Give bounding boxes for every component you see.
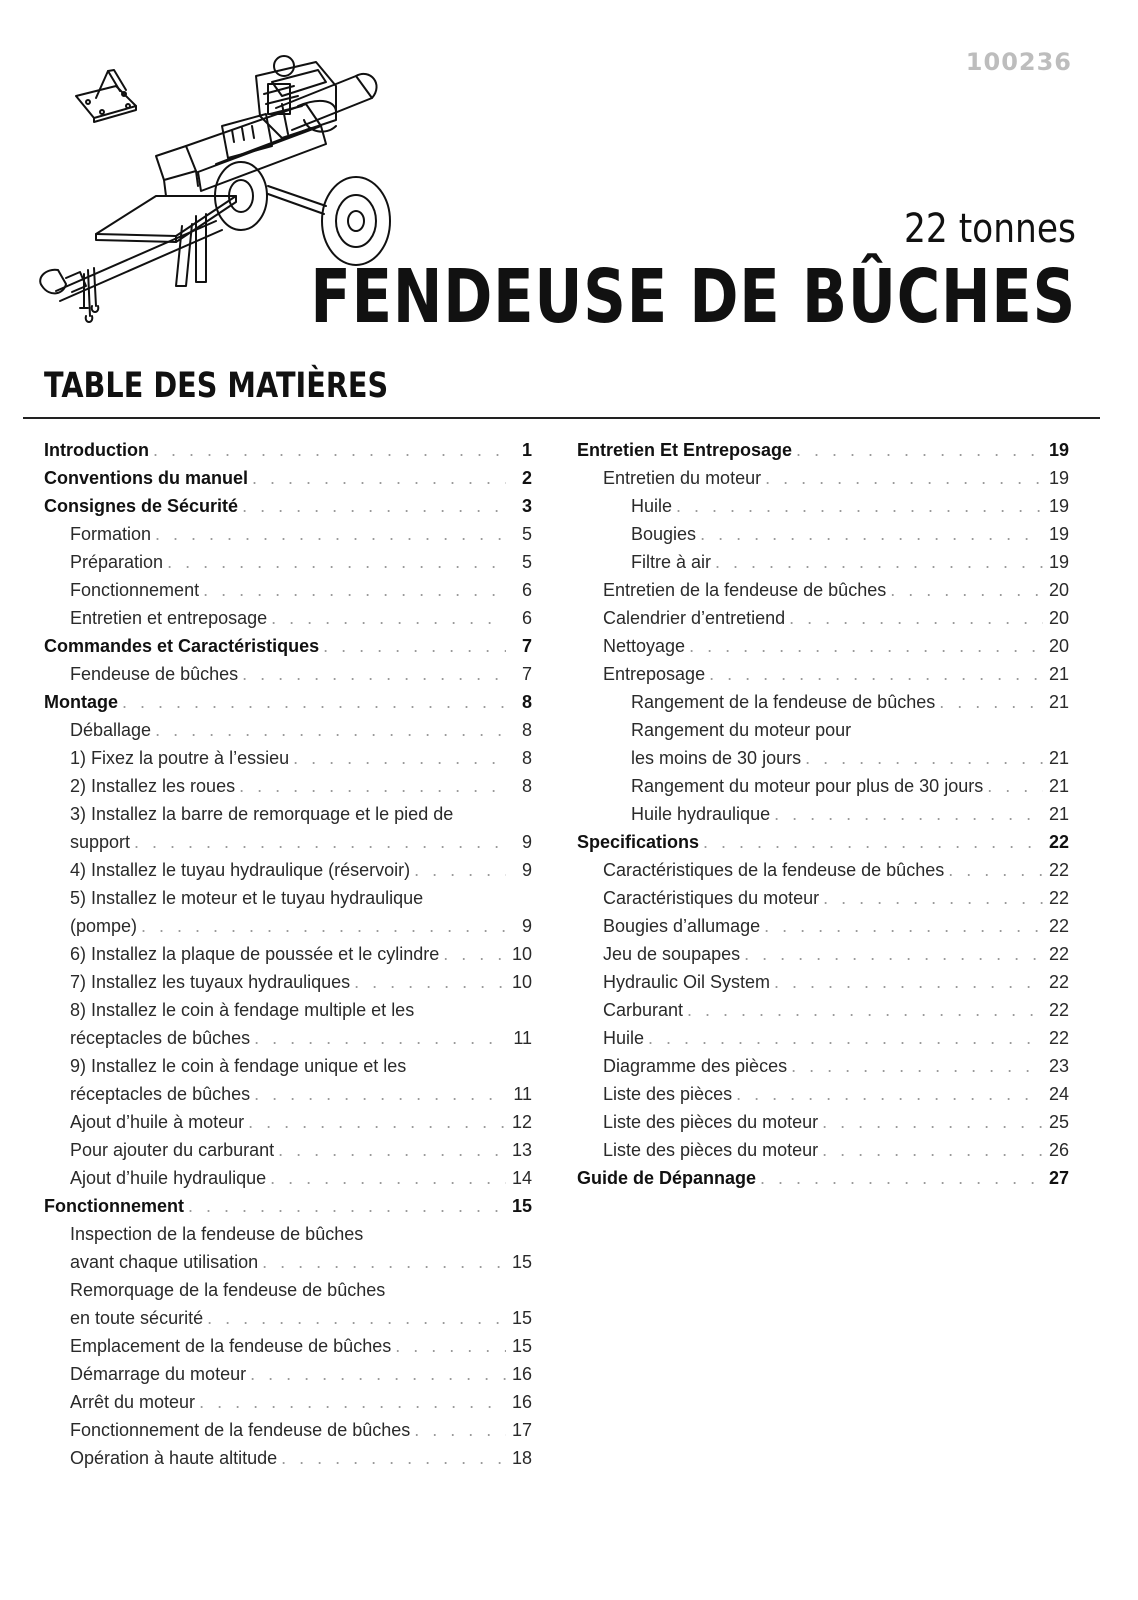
toc-entry-label: réceptacles de bûches [70, 1028, 251, 1048]
toc-entry[interactable] [44, 1332, 532, 1360]
toc-dot-leader [323, 632, 506, 660]
toc-entry-label: Montage [44, 692, 118, 712]
toc-entry-page: 13 [511, 1140, 532, 1160]
toc-entry-label: 5) Installez le moteur et le tuyau hydraulique [70, 888, 424, 908]
toc-entry-label: Filtre à air [631, 552, 712, 572]
toc-entry-page: 19 [1048, 468, 1069, 488]
toc-dot-leader [248, 1108, 506, 1136]
toc-entry-label: Diagramme des pièces [603, 1056, 788, 1076]
toc-dot-leader [293, 744, 506, 772]
toc-entry-page: 22 [1048, 944, 1069, 964]
toc-entry-label: réceptacles de bûches [70, 1084, 251, 1104]
toc-entry-label: Inspection de la fendeuse de bûches [70, 1224, 364, 1244]
toc-entry[interactable] [44, 996, 532, 1024]
toc-entry-page: 24 [1048, 1084, 1069, 1104]
toc-entry-page: 8 [521, 692, 532, 712]
toc-entry[interactable] [577, 1080, 1069, 1108]
toc-entry-label: Opération à haute altitude [70, 1448, 278, 1468]
toc-entry-label: Entretien de la fendeuse de bûches [603, 580, 887, 600]
toc-entry-page: 21 [1048, 692, 1069, 712]
toc-entry-page: 6 [521, 608, 532, 628]
toc-entry[interactable] [44, 604, 532, 632]
toc-entry-page: 10 [511, 972, 532, 992]
toc-entry[interactable] [44, 1360, 532, 1388]
toc-entry-page: 19 [1048, 496, 1069, 516]
toc-entry-label: Ajout d’huile à moteur [70, 1112, 245, 1132]
toc-entry-label: support [70, 832, 131, 852]
toc-entry-page: 15 [511, 1336, 532, 1356]
toc-dot-leader [254, 1080, 506, 1108]
toc-entry[interactable] [44, 1416, 532, 1444]
toc-dot-leader [155, 716, 506, 744]
toc-entry[interactable] [577, 1108, 1069, 1136]
toc-entry-label: Fonctionnement [70, 580, 200, 600]
toc-entry[interactable] [44, 1024, 532, 1052]
toc-entry[interactable] [44, 828, 532, 856]
toc-entry-label: Entretien Et Entreposage [577, 440, 793, 460]
toc-dot-leader [791, 1052, 1043, 1080]
toc-dot-leader [207, 1304, 506, 1332]
toc-entry[interactable] [44, 1444, 532, 1472]
toc-dot-leader [122, 688, 506, 716]
toc-entry-label: 9) Installez le coin à fendage unique et les [70, 1056, 407, 1076]
toc-entry-label: Entretien et entreposage [70, 608, 268, 628]
toc-entry-page: 20 [1048, 580, 1069, 600]
toc-dot-leader [414, 856, 506, 884]
product-subtitle: 22 tonnes [904, 206, 1076, 252]
toc-entry-page: 15 [511, 1308, 532, 1328]
toc-entry-label: 4) Installez le tuyau hydraulique (réservoir) [70, 860, 411, 880]
toc-entry-page: 5 [521, 524, 532, 544]
toc-entry[interactable] [44, 1248, 532, 1276]
toc-entry[interactable] [44, 1388, 532, 1416]
toc-dot-leader [789, 604, 1043, 632]
toc-entry[interactable] [44, 1052, 532, 1080]
toc-dot-leader [715, 548, 1043, 576]
toc-entry[interactable] [577, 1136, 1069, 1164]
toc-entry-page: 16 [511, 1392, 532, 1412]
toc-entry-label: (pompe) [70, 916, 138, 936]
toc-dot-leader [948, 856, 1043, 884]
toc-entry[interactable] [577, 744, 1069, 772]
toc-entry-label: 1) Fixez la poutre à l’essieu [70, 748, 290, 768]
toc-entry-label: Rangement de la fendeuse de bûches [631, 692, 936, 712]
toc-entry-page: 21 [1048, 664, 1069, 684]
toc-dot-leader [354, 968, 506, 996]
toc-entry-label: Introduction [44, 440, 149, 460]
toc-entry-label: 8) Installez le coin à fendage multiple et les [70, 1000, 415, 1020]
toc-entry-page: 18 [511, 1448, 532, 1468]
toc-entry[interactable] [577, 940, 1069, 968]
toc-entry[interactable] [577, 884, 1069, 912]
toc-entry-label: Carburant [603, 1000, 684, 1020]
toc-entry-page: 20 [1048, 636, 1069, 656]
toc-entry[interactable] [577, 1164, 1069, 1192]
toc-entry-label: Fonctionnement de la fendeuse de bûches [70, 1420, 411, 1440]
toc-dot-leader [167, 548, 506, 576]
toc-entry-label: 7) Installez les tuyaux hydrauliques [70, 972, 351, 992]
toc-entry[interactable] [577, 1024, 1069, 1052]
toc-entry[interactable] [44, 940, 532, 968]
toc-dot-leader [262, 1248, 506, 1276]
toc-entry-label: Ajout d’huile hydraulique [70, 1168, 267, 1188]
toc-dot-leader [242, 660, 506, 688]
toc-entry[interactable] [44, 1136, 532, 1164]
toc-dot-leader [155, 520, 506, 548]
toc-dot-leader [676, 492, 1043, 520]
toc-dot-leader [414, 1416, 506, 1444]
toc-entry[interactable] [44, 1108, 532, 1136]
toc-entry-page: 19 [1048, 524, 1069, 544]
toc-dot-leader [689, 632, 1043, 660]
toc-entry-page: 20 [1048, 608, 1069, 628]
toc-dot-leader [709, 660, 1043, 688]
toc-dot-leader [703, 828, 1043, 856]
toc-entry-label: Caractéristiques du moteur [603, 888, 820, 908]
toc-entry-page: 21 [1048, 748, 1069, 768]
toc-entry-page: 15 [511, 1196, 532, 1216]
toc-entry-label: Emplacement de la fendeuse de bûches [70, 1336, 392, 1356]
toc-entry-page: 22 [1048, 888, 1069, 908]
toc-entry-page: 9 [521, 916, 532, 936]
toc-dot-leader [153, 436, 506, 464]
toc-dot-leader [823, 884, 1043, 912]
toc-entry-page: 25 [1048, 1112, 1069, 1132]
toc-entry-page: 10 [511, 944, 532, 964]
toc-dot-leader [134, 828, 506, 856]
toc-entry-label: Préparation [70, 552, 164, 572]
toc-entry-page: 16 [511, 1364, 532, 1384]
toc-dot-leader [203, 576, 506, 604]
toc-dot-leader [736, 1080, 1043, 1108]
toc-entry[interactable] [577, 828, 1069, 856]
toc-entry[interactable] [44, 1164, 532, 1192]
toc-entry[interactable] [44, 856, 532, 884]
toc-entry-label: Formation [70, 524, 152, 544]
toc-entry-label: Remorquage de la fendeuse de bûches [70, 1280, 386, 1300]
toc-entry[interactable] [577, 800, 1069, 828]
toc-entry[interactable] [577, 548, 1069, 576]
toc-entry-label: Rangement du moteur pour plus de 30 jours [631, 776, 984, 796]
toc-entry-page: 14 [511, 1168, 532, 1188]
toc-entry[interactable] [44, 772, 532, 800]
toc-entry[interactable] [44, 744, 532, 772]
toc-entry[interactable] [577, 576, 1069, 604]
toc-entry-page: 3 [521, 496, 532, 516]
toc-dot-leader [443, 940, 506, 968]
toc-dot-leader [250, 1360, 506, 1388]
toc-entry-label: 3) Installez la barre de remorquage et le pied de [70, 804, 454, 824]
toc-entry-page: 1 [521, 440, 532, 460]
toc-entry-page: 8 [521, 748, 532, 768]
toc-entry-page: 22 [1048, 1000, 1069, 1020]
toc-entry[interactable] [577, 436, 1069, 464]
toc-dot-leader [822, 1108, 1043, 1136]
toc-dot-leader [987, 772, 1043, 800]
toc-entry[interactable] [44, 632, 532, 660]
toc-entry-label: Nettoyage [603, 636, 686, 656]
toc-dot-leader [822, 1136, 1043, 1164]
toc-dot-leader [765, 464, 1043, 492]
toc-entry[interactable] [577, 632, 1069, 660]
toc-entry[interactable] [44, 716, 532, 744]
toc-entry[interactable] [577, 772, 1069, 800]
toc-entry[interactable] [44, 884, 532, 912]
toc-entry-page: 8 [521, 720, 532, 740]
toc-dot-leader [278, 1136, 506, 1164]
toc-entry[interactable] [577, 716, 1069, 744]
toc-entry[interactable] [44, 912, 532, 940]
toc-dot-leader [744, 940, 1043, 968]
toc-entry-label: 2) Installez les roues [70, 776, 236, 796]
toc-right-column [577, 436, 1069, 1192]
toc-entry[interactable] [577, 1052, 1069, 1080]
toc-dot-leader [239, 772, 506, 800]
toc-dot-leader [774, 968, 1043, 996]
toc-entry-page: 22 [1048, 860, 1069, 880]
toc-entry-label: Liste des pièces du moteur [603, 1140, 819, 1160]
toc-entry[interactable] [577, 604, 1069, 632]
toc-entry-label: Commandes et Caractéristiques [44, 636, 320, 656]
toc-entry-page: 12 [511, 1112, 532, 1132]
toc-dot-leader [270, 1164, 506, 1192]
toc-entry-page: 22 [1048, 1028, 1069, 1048]
toc-entry-page: 7 [521, 664, 532, 684]
toc-entry-page: 19 [1048, 440, 1069, 460]
toc-dot-leader [141, 912, 506, 940]
toc-dot-leader [242, 492, 506, 520]
toc-entry[interactable] [44, 968, 532, 996]
toc-entry[interactable] [44, 1080, 532, 1108]
toc-entry-label: Fonctionnement [44, 1196, 184, 1216]
product-title: FENDEUSE DE BÛCHES [310, 254, 1076, 340]
toc-entry-label: Déballage [70, 720, 152, 740]
toc-entry-page: 8 [521, 776, 532, 796]
toc-entry-label: les moins de 30 jours [631, 748, 802, 768]
toc-entry-label: Specifications [577, 832, 700, 852]
toc-entry[interactable] [44, 548, 532, 576]
toc-entry-page: 22 [1048, 972, 1069, 992]
toc-dot-leader [271, 604, 506, 632]
toc-entry-label: Fendeuse de bûches [70, 664, 239, 684]
toc-entry-page: 22 [1048, 916, 1069, 936]
toc-entry-label: Entretien du moteur [603, 468, 762, 488]
toc-entry[interactable] [44, 576, 532, 604]
toc-entry-label: Liste des pièces du moteur [603, 1112, 819, 1132]
toc-entry-label: Huile [631, 496, 673, 516]
toc-entry-label: avant chaque utilisation [70, 1252, 259, 1272]
toc-entry[interactable] [577, 856, 1069, 884]
toc-entry-label: Bougies d’allumage [603, 916, 761, 936]
toc-dot-leader [796, 436, 1043, 464]
toc-entry-page: 11 [513, 1028, 532, 1048]
toc-entry-page: 15 [511, 1252, 532, 1272]
toc-dot-leader [254, 1024, 506, 1052]
toc-entry-page: 2 [521, 468, 532, 488]
toc-heading: TABLE DES MATIÈRES [44, 366, 389, 406]
toc-entry[interactable] [44, 660, 532, 688]
toc-entry[interactable] [44, 436, 532, 464]
toc-dot-leader [395, 1332, 506, 1360]
toc-entry-label: Guide de Dépannage [577, 1168, 757, 1188]
toc-entry-page: 5 [521, 552, 532, 572]
toc-entry[interactable] [44, 1220, 532, 1248]
toc-entry-label: Caractéristiques de la fendeuse de bûches [603, 860, 945, 880]
toc-dot-leader [648, 1024, 1043, 1052]
toc-entry[interactable] [577, 492, 1069, 520]
toc-entry-label: en toute sécurité [70, 1308, 204, 1328]
toc-entry-label: Consignes de Sécurité [44, 496, 239, 516]
toc-entry-label: Arrêt du moteur [70, 1392, 196, 1412]
toc-entry[interactable] [577, 912, 1069, 940]
toc-entry-label: Jeu de soupapes [603, 944, 741, 964]
toc-entry-page: 26 [1048, 1140, 1069, 1160]
heading-divider [23, 417, 1100, 419]
toc-entry[interactable] [44, 1276, 532, 1304]
toc-entry[interactable] [44, 800, 532, 828]
toc-dot-leader [939, 688, 1043, 716]
toc-entry-label: Rangement du moteur pour [631, 720, 852, 740]
toc-entry-label: Hydraulic Oil System [603, 972, 771, 992]
toc-entry[interactable] [577, 464, 1069, 492]
toc-entry-page: 9 [521, 832, 532, 852]
toc-entry[interactable] [577, 660, 1069, 688]
toc-entry[interactable] [577, 996, 1069, 1024]
toc-entry-page: 6 [521, 580, 532, 600]
document-number: 100236 [965, 48, 1072, 76]
toc-entry-page: 21 [1048, 804, 1069, 824]
toc-entry-page: 23 [1048, 1056, 1069, 1076]
toc-entry-page: 7 [521, 636, 532, 656]
toc-dot-leader [760, 1164, 1043, 1192]
toc-entry-page: 21 [1048, 776, 1069, 796]
toc-entry[interactable] [44, 464, 532, 492]
toc-entry-label: Pour ajouter du carburant [70, 1140, 275, 1160]
toc-dot-leader [700, 520, 1043, 548]
toc-entry-label: Conventions du manuel [44, 468, 249, 488]
toc-entry-page: 19 [1048, 552, 1069, 572]
toc-entry-page: 11 [513, 1084, 532, 1104]
toc-entry[interactable] [577, 968, 1069, 996]
toc-entry[interactable] [44, 1304, 532, 1332]
toc-dot-leader [281, 1444, 506, 1472]
toc-entry[interactable] [577, 688, 1069, 716]
toc-entry-label: Démarrage du moteur [70, 1364, 247, 1384]
toc-dot-leader [890, 576, 1043, 604]
toc-left-column [44, 436, 532, 1472]
toc-entry-page: 9 [521, 860, 532, 880]
toc-entry-page: 22 [1048, 832, 1069, 852]
toc-dot-leader [199, 1388, 506, 1416]
toc-entry[interactable] [577, 520, 1069, 548]
toc-entry-page: 27 [1048, 1168, 1069, 1188]
toc-entry-label: Liste des pièces [603, 1084, 733, 1104]
toc-entry-label: Calendrier d’entretiend [603, 608, 786, 628]
toc-entry-label: Huile hydraulique [631, 804, 771, 824]
toc-dot-leader [805, 744, 1043, 772]
toc-entry-label: Bougies [631, 524, 697, 544]
toc-dot-leader [252, 464, 506, 492]
toc-entry-label: Entreposage [603, 664, 706, 684]
toc-entry-page: 17 [511, 1420, 532, 1440]
toc-dot-leader [774, 800, 1043, 828]
toc-entry-label: Huile [603, 1028, 645, 1048]
toc-dot-leader [687, 996, 1043, 1024]
toc-entry[interactable] [44, 688, 532, 716]
toc-dot-leader [764, 912, 1043, 940]
toc-entry[interactable] [44, 1192, 532, 1220]
toc-dot-leader [188, 1192, 506, 1220]
toc-entry[interactable] [44, 520, 532, 548]
toc-entry-label: 6) Installez la plaque de poussée et le cylindre [70, 944, 440, 964]
toc-entry[interactable] [44, 492, 532, 520]
